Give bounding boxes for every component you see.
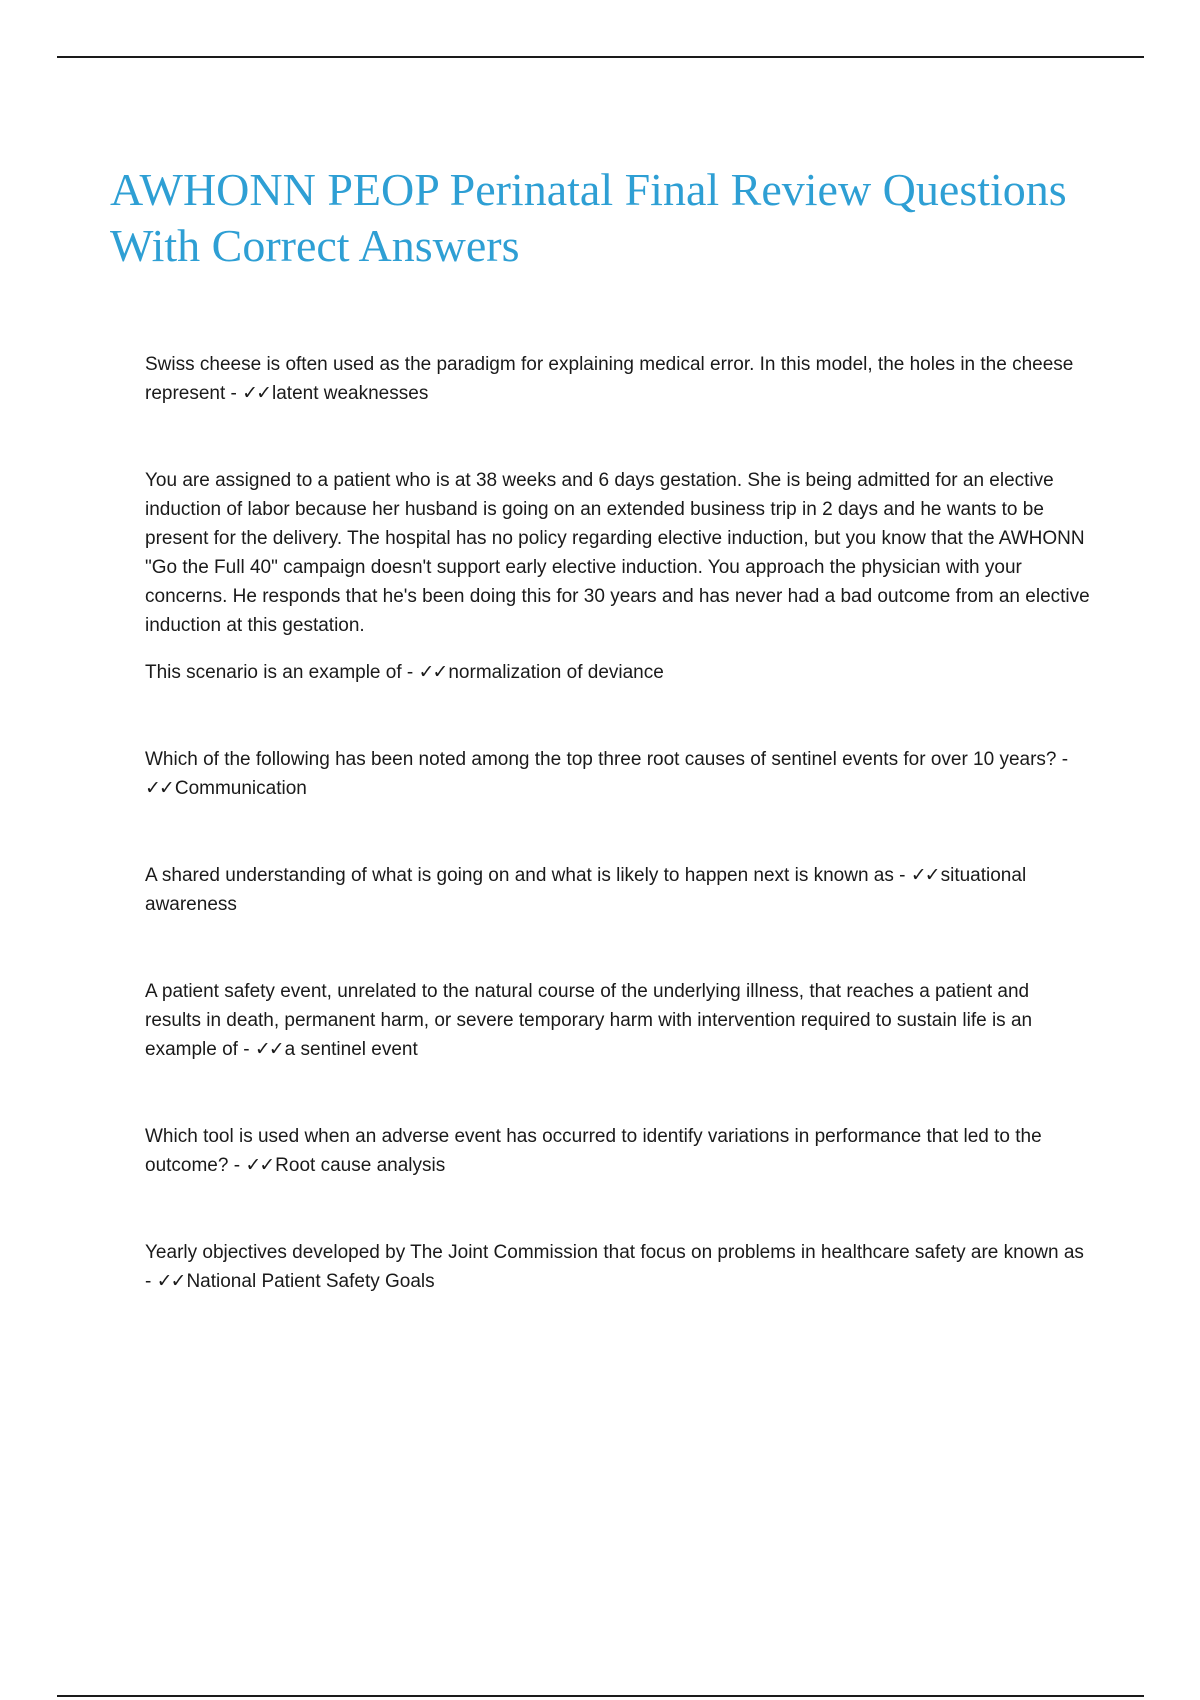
check-icon: ✓✓ [910, 865, 939, 886]
question-text: A shared understanding of what is going on and what is likely to happen next is known as - [145, 865, 911, 886]
question-text: This scenario is an example of - [145, 662, 419, 683]
check-icon: ✓✓ [254, 1039, 283, 1060]
question-list [145, 350, 1090, 1354]
check-icon: ✓✓ [418, 662, 447, 683]
check-icon: ✓✓ [156, 1271, 185, 1292]
check-icon: ✓✓ [245, 1155, 274, 1176]
question-text: A patient safety event, unrelated to the natural course of the underlying illness, that reaches a patient and results in death, permanent harm, or severe temporary harm with intervention required to sustain life is an example of - [145, 981, 1033, 1060]
answer-text: Root cause analysis [275, 1155, 446, 1176]
check-icon: ✓✓ [242, 383, 270, 404]
qa-item-5 [145, 977, 1090, 1064]
answer-text: a sentinel event [284, 1039, 418, 1060]
document-title: AWHONN PEOP Perinatal Final Review Questions With Correct Answers [110, 164, 1067, 271]
answer-text: latent weaknesses [272, 383, 429, 404]
question-text: Which of the following has been noted among the top three root causes of sentinel events for over 10 years? - [145, 749, 1069, 770]
question-text: Swiss cheese is often used as the paradigm for explaining medical error. In this model, the holes in the cheese represent - [145, 354, 1074, 404]
scenario-text: You are assigned to a patient who is at 38 weeks and 6 days gestation. She is being admitted for an elective induction of labor because her husband is going on an extended business trip in 2 days and he wants to be present for the delivery. The hospital has no policy regarding elective induction, but you know that the AWHONN "Go the Full 40" campaign doesn't support early elective induction. You approach the physician with your concerns. He responds that he's been doing this for 30 years and has never had a bad outcome from an elective induction at this gestation. [145, 470, 1090, 636]
qa-item-1 [145, 350, 1090, 408]
answer-text: normalization of deviance [448, 662, 664, 683]
answer-text: National Patient Safety Goals [186, 1271, 435, 1292]
answer-text: Communication [174, 778, 307, 799]
check-icon: ✓✓ [145, 778, 173, 799]
answer-text: situational awareness [145, 865, 1027, 915]
qa-item-3 [145, 745, 1090, 803]
qa-item-6 [145, 1122, 1090, 1180]
qa-item-2 [145, 466, 1090, 687]
question-text: Yearly objectives developed by The Joint Commission that focus on problems in healthcare safety are known as - [145, 1242, 1084, 1292]
question-text: Which tool is used when an adverse event has occurred to identify variations in performance that led to the outcome? - [145, 1126, 1042, 1176]
header-rule [57, 56, 1144, 58]
qa-item-4 [145, 861, 1090, 919]
footer-rule [57, 1695, 1144, 1697]
qa-item-7 [145, 1238, 1090, 1296]
